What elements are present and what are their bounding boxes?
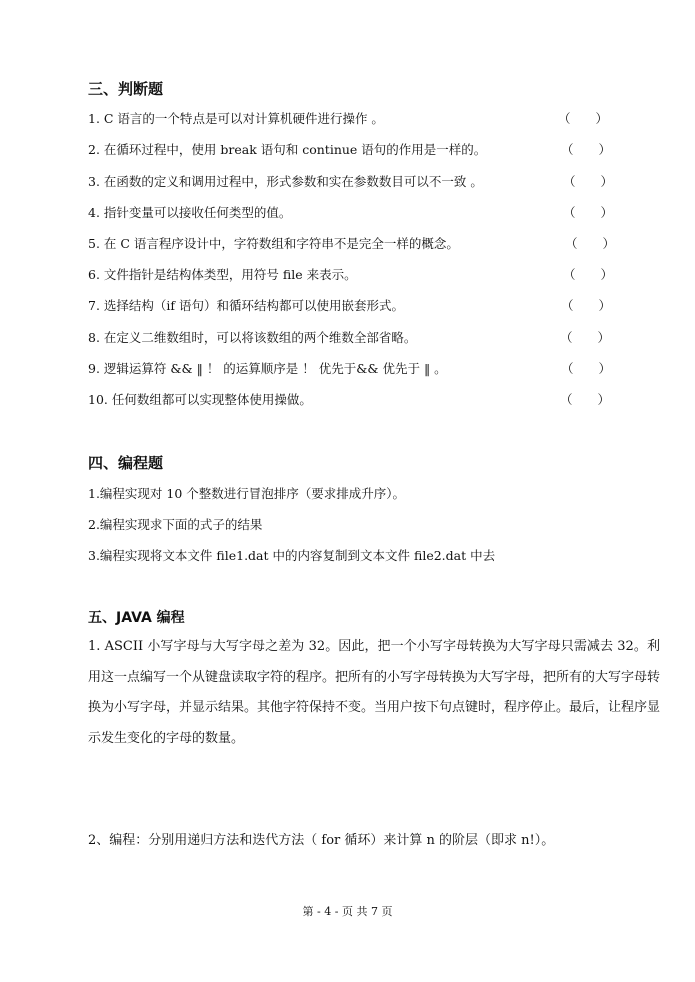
tf-answer-blank-6[interactable]: （ ） bbox=[563, 267, 614, 282]
tf-answer-blank-1[interactable]: （ ） bbox=[558, 111, 609, 126]
java-question-1: 1. ASCII 小写字母与大写字母之差为 32。因此，把一个小写字母转换为大写字母只需减去 32。利用这一点编写一个从键盘读取字符的程序。把所有的小写字母转换为大写字母，把所有的大写字母转换为小写字母，并显示结果。其他字符保持不变。当用户按下句点键时，程序停止。最后，让程序显示发生变化的字母的数量。 bbox=[88, 639, 661, 746]
tf-question-1: 1. C 语言的一个特点是可以对计算机硬件进行操作 。 bbox=[88, 111, 384, 126]
tf-answer-blank-3[interactable]: （ ） bbox=[563, 174, 614, 189]
tf-answer-blank-5[interactable]: （ ） bbox=[565, 236, 616, 251]
tf-answer-blank-10[interactable]: （ ） bbox=[560, 392, 611, 407]
tf-question-6: 6. 文件指针是结构体类型，用符号 file 来表示。 bbox=[88, 267, 357, 282]
tf-answer-blank-8[interactable]: （ ） bbox=[560, 330, 611, 345]
tf-question-9: 9. 逻辑运算符 && ‖ ！ 的运算顺序是 ！ 优先于&& 优先于 ‖ 。 bbox=[88, 361, 447, 376]
section5-title: 五、JAVA 编程 bbox=[88, 610, 185, 626]
tf-question-2: 2. 在循环过程中，使用 break 语句和 continue 语句的作用是一样的。 bbox=[88, 142, 487, 157]
tf-answer-blank-9[interactable]: （ ） bbox=[561, 361, 612, 376]
programming-question-1: 1.编程实现对 10 个整数进行冒泡排序（要求排成升序）。 bbox=[88, 486, 406, 501]
tf-answer-blank-7[interactable]: （ ） bbox=[561, 298, 612, 313]
tf-question-5: 5. 在 C 语言程序设计中，字符数组和字符串不是完全一样的概念。 bbox=[88, 236, 459, 251]
programming-question-2: 2.编程实现求下面的式子的结果 bbox=[88, 517, 263, 532]
tf-question-7: 7. 选择结构（if 语句）和循环结构都可以使用嵌套形式。 bbox=[88, 298, 404, 313]
page-number-footer: 第 - 4 - 页 共 7 页 bbox=[302, 905, 393, 918]
section4-title: 四、编程题 bbox=[88, 454, 164, 472]
tf-answer-blank-2[interactable]: （ ） bbox=[561, 142, 612, 157]
programming-question-3: 3.编程实现将文本文件 file1.dat 中的内容复制到文本文件 file2.dat 中去 bbox=[88, 548, 496, 563]
tf-question-3: 3. 在函数的定义和调用过程中，形式参数和实在参数数目可以不一致 。 bbox=[88, 174, 483, 189]
tf-answer-blank-4[interactable]: （ ） bbox=[563, 205, 614, 220]
tf-question-10: 10. 任何数组都可以实现整体使用操做。 bbox=[88, 392, 312, 407]
tf-question-4: 4. 指针变量可以接收任何类型的值。 bbox=[88, 205, 292, 220]
java-question-2: 2、编程：分别用递归方法和迭代方法（ for 循环）来计算 n 的阶层（即求 n!）。 bbox=[88, 833, 555, 848]
tf-question-8: 8. 在定义二维数组时，可以将该数组的两个维数全部省略。 bbox=[88, 330, 417, 345]
section3-title: 三、判断题 bbox=[88, 80, 164, 98]
